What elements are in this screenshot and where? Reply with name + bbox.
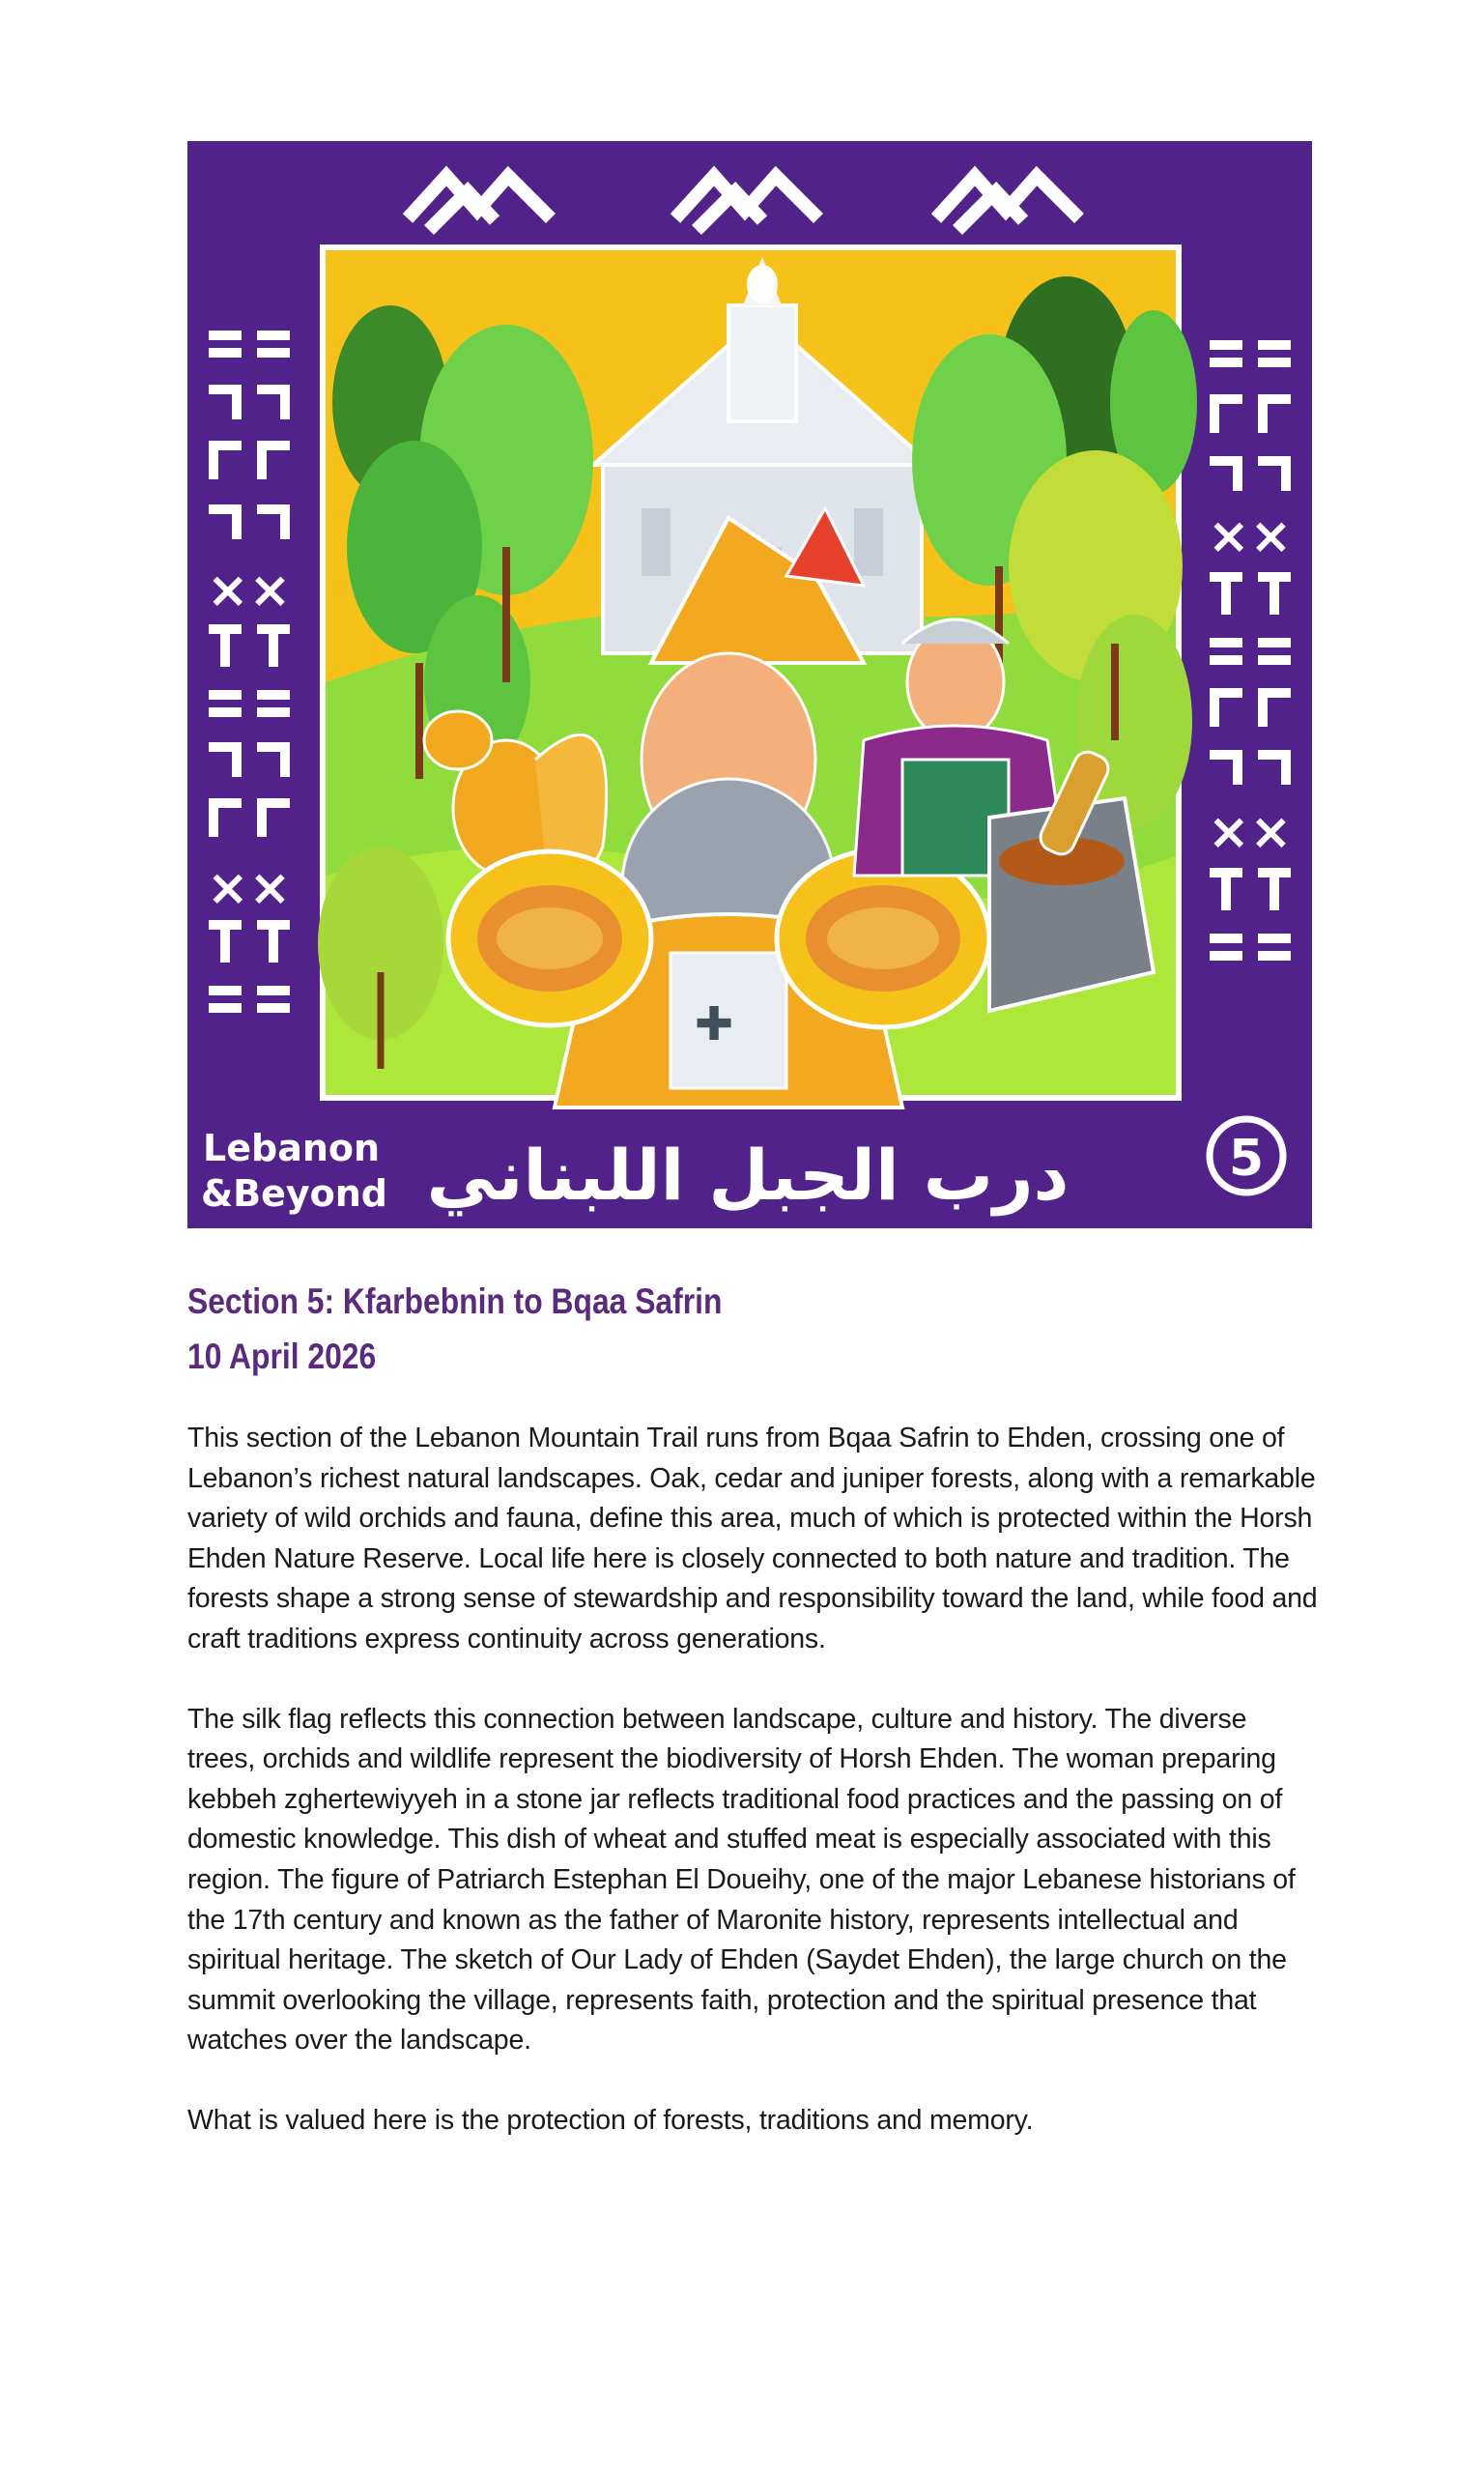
article-body xyxy=(187,1419,1318,2142)
flag-brand-line1: Lebanon xyxy=(203,1127,381,1169)
flag-artwork xyxy=(187,141,1312,1228)
flag-arabic-title: درب الجبل اللبناني xyxy=(426,1135,1070,1216)
paragraph-flag-description: The silk flag reflects this connection between landscape, culture and history. The diverse trees, orchids and wildlife represent the biodiversity of Horsh Ehden. The woman preparing kebbeh zghertewiyyeh in a stone jar reflects traditional food practices and the passing on of domestic knowledge. This dish of wheat and stuffed meat is especially associated with this region. The figure of Patriarch Estephan El Doueihy, one of the major Lebanese historians of the 17th century and known as the father of Maronite history, represents intellectual and spiritual heritage. The sketch of Our Lady of Ehden (Saydet Ehden), the large church on the summit overlooking the village, represents faith, protection and the spiritual presence that watches over the landscape. xyxy=(187,1703,1296,2057)
flag-brand-line2: &Beyond xyxy=(201,1172,388,1215)
silk-flag-illustration xyxy=(187,141,1312,1228)
article-content xyxy=(187,1274,1318,2181)
svg-text:××: ×× xyxy=(207,859,292,917)
svg-text:××: ×× xyxy=(1208,803,1293,861)
paragraph-conclusion: What is valued here is the protection of forests, traditions and memory. xyxy=(187,2104,1034,2136)
svg-text:✚: ✚ xyxy=(695,997,734,1051)
section-title: Section 5: Kfarbebnin to Bqaa Safrin xyxy=(187,1281,723,1321)
flag-section-number: 5 xyxy=(1228,1130,1265,1188)
svg-text:××: ×× xyxy=(207,561,292,619)
section-date: 10 April 2026 xyxy=(187,1337,377,1376)
svg-text:××: ×× xyxy=(1208,507,1293,565)
paragraph-intro: This section of the Lebanon Mountain Trail runs from Bqaa Safrin to Ehden, crossing one of Lebanon’s richest natural landscapes. Oak, cedar and juniper forests, along with a remarkable variety of wild orchids and fauna, define this area, much of which is protected within the Horsh Ehden Nature Reserve. Local life here is closely connected to both nature and tradition. The forests shape a strong sense of stewardship and responsibility toward the land, while food and craft traditions express continuity across generations. xyxy=(187,1423,1318,1654)
